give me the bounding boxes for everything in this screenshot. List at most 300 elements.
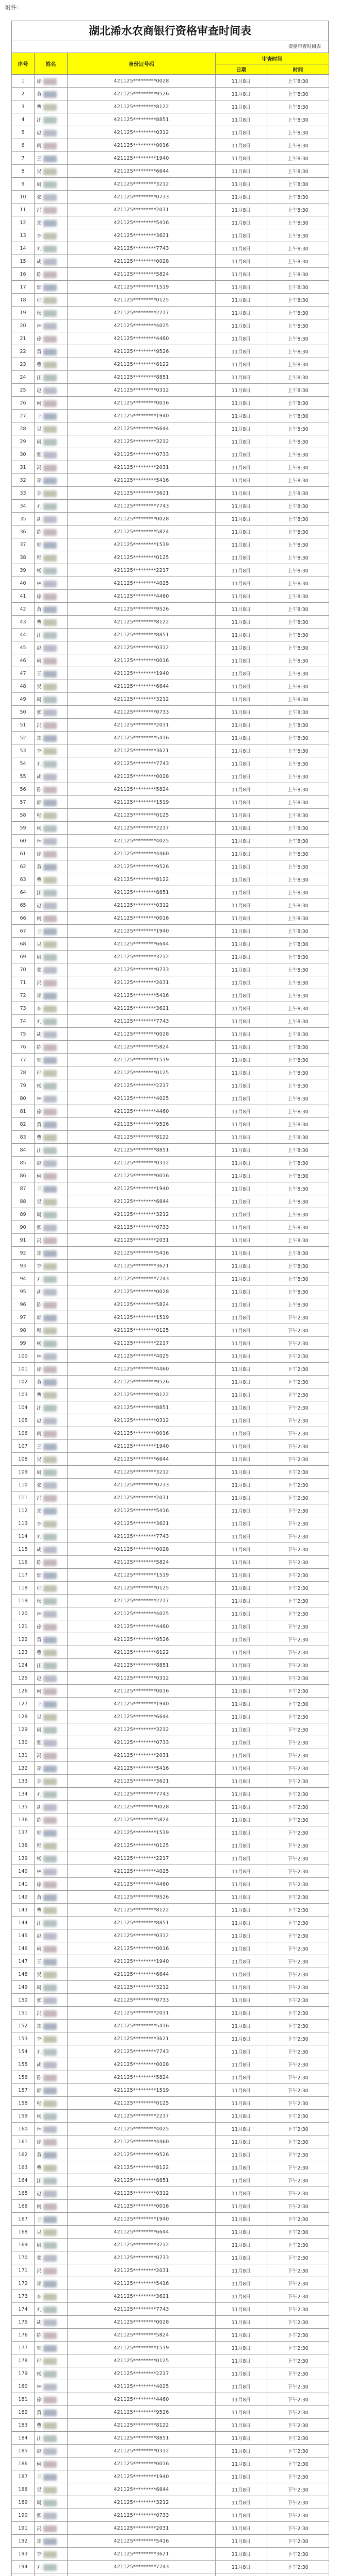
row-name-surname: 曹 <box>37 1650 42 1656</box>
row-name-surname: 李 <box>37 490 42 497</box>
name-redaction <box>43 2487 57 2494</box>
row-date: 11月8日 <box>216 268 267 281</box>
row-number: 129 <box>12 1723 35 1736</box>
row-number: 185 <box>12 2445 35 2458</box>
table-row <box>12 1955 329 1968</box>
row-time: 下午2:30 <box>267 1414 329 1427</box>
name-redaction <box>43 2255 57 2262</box>
row-id-number: 421125*********4460 <box>68 848 216 860</box>
row-id-number: 421125*********5824 <box>68 1041 216 1054</box>
name-redaction <box>43 542 57 549</box>
row-number: 86 <box>12 1170 35 1182</box>
row-name <box>35 1891 68 1904</box>
row-number: 151 <box>12 2007 35 2020</box>
row-name <box>35 1723 68 1736</box>
row-name-surname: 吴 <box>37 426 42 432</box>
row-time: 上午8:30 <box>267 680 329 693</box>
table-row <box>12 2161 329 2174</box>
row-time: 下午2:30 <box>267 1788 329 1801</box>
row-name <box>35 1994 68 2007</box>
name-redaction <box>43 800 57 806</box>
row-name-surname: 何 <box>37 1946 42 1952</box>
row-number: 25 <box>12 384 35 397</box>
row-name-surname: 汪 <box>37 117 42 123</box>
row-id-number: 421125*********3621 <box>68 487 216 500</box>
row-name <box>35 204 68 216</box>
row-name-surname: 周 <box>37 1469 42 1476</box>
row-time: 上午8:30 <box>267 564 329 577</box>
row-id-number: 421125*********0016 <box>68 1685 216 1698</box>
table-row <box>12 2509 329 2522</box>
row-name <box>35 2239 68 2251</box>
row-time: 上午8:30 <box>267 809 329 822</box>
row-time: 上午8:30 <box>267 268 329 281</box>
row-id-number: 421125*********3621 <box>68 2290 216 2303</box>
row-name-surname: 徐 <box>37 2397 42 2403</box>
attachment-label: 附件: <box>5 4 19 11</box>
name-redaction <box>43 413 57 420</box>
row-time: 下午2:30 <box>267 2110 329 2123</box>
row-name <box>35 1917 68 1929</box>
name-redaction <box>43 1186 57 1193</box>
row-name <box>35 268 68 281</box>
row-number: 22 <box>12 345 35 358</box>
table-row <box>12 1079 329 1092</box>
row-name <box>35 307 68 319</box>
table-row <box>12 410 329 422</box>
row-date: 11月8日 <box>216 152 267 165</box>
row-date: 11月8日 <box>216 873 267 886</box>
row-name <box>35 1762 68 1775</box>
row-id-number: 421125*********4460 <box>68 2393 216 2406</box>
row-number: 171 <box>12 2264 35 2277</box>
row-name-surname: 林 <box>37 1353 42 1360</box>
row-id-number: 421125*********0125 <box>68 2354 216 2367</box>
row-name <box>35 526 68 538</box>
name-redaction <box>43 375 57 381</box>
row-id-number: 421125*********4025 <box>68 2380 216 2393</box>
name-redaction <box>43 1920 57 1927</box>
row-time: 下午2:30 <box>267 1826 329 1839</box>
row-date: 11月8日 <box>216 783 267 796</box>
row-id-number: 421125*********3212 <box>68 1723 216 1736</box>
name-redaction <box>43 2371 57 2378</box>
row-date: 11月8日 <box>216 719 267 732</box>
name-redaction <box>43 2564 57 2571</box>
row-time: 上午8:30 <box>267 487 329 500</box>
row-name-surname: 张 <box>37 1482 42 1488</box>
row-date: 11月8日 <box>216 693 267 706</box>
row-date: 11月8日 <box>216 2007 267 2020</box>
table-row <box>12 1337 329 1350</box>
row-name <box>35 1131 68 1144</box>
row-name <box>35 835 68 848</box>
row-id-number: 421125*********8122 <box>68 2419 216 2432</box>
row-number: 81 <box>12 1105 35 1118</box>
row-date: 11月8日 <box>216 2303 267 2316</box>
row-date: 11月8日 <box>216 1131 267 1144</box>
row-name <box>35 2226 68 2239</box>
name-redaction <box>43 1766 57 1772</box>
name-redaction <box>43 1869 57 1875</box>
row-name-surname: 刘 <box>37 1791 42 1798</box>
row-id-number: 421125*********5416 <box>68 1504 216 1517</box>
table-row <box>12 526 329 538</box>
table-row <box>12 2342 329 2354</box>
table-row <box>12 1569 329 1582</box>
row-number: 143 <box>12 1904 35 1917</box>
row-name <box>35 255 68 268</box>
row-time: 下午2:30 <box>267 1762 329 1775</box>
row-id-number: 421125*********3621 <box>68 229 216 242</box>
row-name <box>35 706 68 719</box>
row-time: 下午2:30 <box>267 2161 329 2174</box>
row-name <box>35 1054 68 1066</box>
row-date: 11月8日 <box>216 461 267 474</box>
name-redaction <box>43 1778 57 1785</box>
name-redaction <box>43 2152 57 2159</box>
row-name <box>35 976 68 989</box>
table-row <box>12 2458 329 2470</box>
row-name <box>35 629 68 641</box>
name-redaction <box>43 78 57 85</box>
row-date: 11月8日 <box>216 1917 267 1929</box>
row-id-number: 421125*********2031 <box>68 2007 216 2020</box>
table-row <box>12 1826 329 1839</box>
row-date: 11月8日 <box>216 2200 267 2213</box>
name-redaction <box>43 1456 57 1463</box>
row-number: 72 <box>12 989 35 1002</box>
row-number: 31 <box>12 461 35 474</box>
row-date: 11月8日 <box>216 2290 267 2303</box>
row-name <box>35 886 68 899</box>
row-name-surname: 程 <box>37 812 42 819</box>
row-name-surname: 林 <box>37 1869 42 1875</box>
row-name-surname: 周 <box>37 181 42 188</box>
row-time: 上午8:30 <box>267 667 329 680</box>
row-id-number: 421125*********4025 <box>68 319 216 332</box>
row-date: 11月8日 <box>216 1170 267 1182</box>
table-row <box>12 1234 329 1247</box>
row-number: 76 <box>12 1041 35 1054</box>
row-date: 11月8日 <box>216 1607 267 1620</box>
row-id-number: 421125*********2217 <box>68 1337 216 1350</box>
row-date: 11月8日 <box>216 1504 267 1517</box>
table-row <box>12 1968 329 1981</box>
table-row <box>12 2148 329 2161</box>
name-redaction <box>43 349 57 355</box>
row-date: 11月8日 <box>216 100 267 113</box>
name-redaction <box>43 594 57 600</box>
row-time: 下午2:30 <box>267 1337 329 1350</box>
row-id-number: 421125*********2217 <box>68 564 216 577</box>
row-name <box>35 925 68 938</box>
name-redaction <box>43 954 57 961</box>
row-name <box>35 1388 68 1401</box>
table-row <box>12 100 329 113</box>
row-number: 175 <box>12 2316 35 2329</box>
row-name <box>35 500 68 513</box>
table-row <box>12 629 329 641</box>
row-id-number: 421125*********1940 <box>68 2470 216 2483</box>
row-name <box>35 126 68 139</box>
row-name-surname: 林 <box>37 2384 42 2390</box>
row-date: 11月8日 <box>216 616 267 629</box>
row-time: 上午8:30 <box>267 332 329 345</box>
row-number: 116 <box>12 1556 35 1569</box>
row-name-surname: 何 <box>37 1688 42 1694</box>
table-row <box>12 165 329 178</box>
table-row <box>12 1247 329 1260</box>
row-number: 124 <box>12 1659 35 1672</box>
row-name <box>35 1234 68 1247</box>
row-time: 下午2:30 <box>267 1723 329 1736</box>
row-id-number: 421125*********9526 <box>68 345 216 358</box>
name-redaction <box>43 452 57 459</box>
row-name-surname: 郑 <box>37 478 42 484</box>
row-time: 上午8:30 <box>267 693 329 706</box>
row-number: 170 <box>12 2251 35 2264</box>
table-row <box>12 1595 329 1607</box>
name-redaction <box>43 1405 57 1412</box>
row-number: 70 <box>12 963 35 976</box>
row-id-number: 421125*********0733 <box>68 1736 216 1749</box>
row-number: 42 <box>12 603 35 616</box>
row-name-surname: 郑 <box>37 1250 42 1257</box>
row-name-surname: 陈 <box>37 1817 42 1823</box>
row-id-number: 421125*********0733 <box>68 2251 216 2264</box>
row-name <box>35 1788 68 1801</box>
row-id-number: 421125*********0733 <box>68 1479 216 1492</box>
row-number: 68 <box>12 938 35 951</box>
row-number: 79 <box>12 1079 35 1092</box>
row-id-number: 421125*********3621 <box>68 2032 216 2045</box>
name-redaction <box>43 1366 57 1373</box>
row-number: 131 <box>12 1749 35 1762</box>
table-row <box>12 1414 329 1427</box>
row-id-number: 421125*********0028 <box>68 255 216 268</box>
table-row <box>12 1092 329 1105</box>
row-name <box>35 1582 68 1595</box>
row-date: 11月8日 <box>216 667 267 680</box>
row-date: 11月8日 <box>216 744 267 757</box>
row-id-number: 421125*********5416 <box>68 1762 216 1775</box>
row-number: 112 <box>12 1504 35 1517</box>
table-row <box>12 113 329 126</box>
row-name <box>35 2483 68 2496</box>
row-time: 下午2:30 <box>267 2406 329 2419</box>
table-row <box>12 1504 329 1517</box>
row-id-number: 421125*********0125 <box>68 1582 216 1595</box>
header-name: 姓名 <box>35 53 68 75</box>
row-name-surname: 汪 <box>37 1405 42 1411</box>
row-time: 上午8:30 <box>267 435 329 448</box>
table-row <box>12 178 329 191</box>
name-redaction <box>43 1495 57 1502</box>
table-row <box>12 1066 329 1079</box>
row-id-number: 421125*********5416 <box>68 1247 216 1260</box>
name-redaction <box>43 1250 57 1257</box>
name-redaction <box>43 941 57 948</box>
row-name-surname: 刘 <box>37 1019 42 1025</box>
row-name <box>35 384 68 397</box>
row-name-surname: 赵 <box>37 903 42 909</box>
row-id-number: 421125*********8851 <box>68 2174 216 2187</box>
table-row <box>12 332 329 345</box>
table-row <box>12 422 329 435</box>
row-id-number: 421125*********2031 <box>68 1749 216 1762</box>
name-redaction <box>43 1057 57 1064</box>
row-number: 138 <box>12 1839 35 1852</box>
row-id-number: 421125*********4025 <box>68 1865 216 1878</box>
row-time: 上午8:30 <box>267 1092 329 1105</box>
row-name <box>35 1826 68 1839</box>
table-row <box>12 848 329 860</box>
row-name-surname: 张 <box>37 1997 42 2004</box>
row-name-surname: 赵 <box>37 387 42 394</box>
table-row <box>12 1015 329 1028</box>
row-id-number: 421125*********0733 <box>68 706 216 719</box>
row-date: 11月8日 <box>216 487 267 500</box>
row-name <box>35 1595 68 1607</box>
name-redaction <box>43 168 57 175</box>
row-name-surname: 杨 <box>37 1856 42 1862</box>
row-time: 上午8:30 <box>267 1170 329 1182</box>
row-date: 11月8日 <box>216 2084 267 2097</box>
name-redaction <box>43 1624 57 1631</box>
row-name-surname: 汪 <box>37 1147 42 1154</box>
row-time: 上午8:30 <box>267 526 329 538</box>
name-redaction <box>43 1933 57 1940</box>
name-redaction <box>43 117 57 124</box>
row-time: 下午2:30 <box>267 1646 329 1659</box>
row-name <box>35 2136 68 2148</box>
row-number: 57 <box>12 796 35 809</box>
row-date: 11月8日 <box>216 951 267 963</box>
table-row <box>12 2470 329 2483</box>
name-redaction <box>43 903 57 909</box>
row-time: 上午8:30 <box>267 294 329 307</box>
table-row <box>12 963 329 976</box>
row-number: 176 <box>12 2329 35 2342</box>
table-row <box>12 2110 329 2123</box>
row-name <box>35 1955 68 1968</box>
row-number: 183 <box>12 2419 35 2432</box>
row-name-surname: 胡 <box>37 516 42 522</box>
row-number: 114 <box>12 1530 35 1543</box>
row-number: 46 <box>12 654 35 667</box>
row-time: 上午8:30 <box>267 281 329 294</box>
row-name-surname: 吴 <box>37 1199 42 1205</box>
name-redaction <box>43 1044 57 1051</box>
row-name <box>35 2303 68 2316</box>
table-row <box>12 1388 329 1401</box>
row-name-surname: 郑 <box>37 1508 42 1514</box>
name-redaction <box>43 2397 57 2403</box>
table-row <box>12 1878 329 1891</box>
row-name-surname: 刘 <box>37 1534 42 1540</box>
row-name <box>35 822 68 835</box>
row-date: 11月8日 <box>216 2367 267 2380</box>
row-number: 5 <box>12 126 35 139</box>
row-time: 上午8:30 <box>267 513 329 526</box>
row-time: 上午8:30 <box>267 1157 329 1170</box>
row-date: 11月8日 <box>216 1775 267 1788</box>
row-time: 上午8:30 <box>267 204 329 216</box>
row-date: 11月8日 <box>216 925 267 938</box>
row-time: 下午2:30 <box>267 1749 329 1762</box>
row-number: 156 <box>12 2071 35 2084</box>
row-date: 11月8日 <box>216 1543 267 1556</box>
row-name-surname: 王 <box>37 156 42 162</box>
row-name <box>35 2045 68 2058</box>
row-id-number: 421125*********4025 <box>68 1350 216 1363</box>
row-name <box>35 616 68 629</box>
row-id-number: 421125*********0125 <box>68 294 216 307</box>
table-row <box>12 474 329 487</box>
row-time: 上午8:30 <box>267 860 329 873</box>
row-date: 11月8日 <box>216 2380 267 2393</box>
row-time: 下午2:30 <box>267 2535 329 2548</box>
row-name <box>35 1504 68 1517</box>
row-date: 11月8日 <box>216 1118 267 1131</box>
row-time: 上午8:30 <box>267 384 329 397</box>
row-date: 11月8日 <box>216 848 267 860</box>
row-time: 下午2:30 <box>267 1814 329 1826</box>
row-time: 下午2:30 <box>267 1504 329 1517</box>
row-name <box>35 1775 68 1788</box>
row-time: 下午2:30 <box>267 1388 329 1401</box>
row-name-surname: 徐 <box>37 851 42 857</box>
row-id-number: 421125*********0733 <box>68 1221 216 1234</box>
table-row <box>12 938 329 951</box>
row-number: 179 <box>12 2367 35 2380</box>
row-time: 下午2:30 <box>267 2419 329 2432</box>
row-name <box>35 2380 68 2393</box>
row-name-surname: 李 <box>37 233 42 239</box>
row-name-surname: 胡 <box>37 1031 42 1038</box>
name-redaction <box>43 2075 57 2081</box>
row-date: 11月8日 <box>216 1788 267 1801</box>
name-redaction <box>43 980 57 987</box>
row-id-number: 421125*********3212 <box>68 1208 216 1221</box>
row-id-number: 421125*********8122 <box>68 1131 216 1144</box>
table-row <box>12 139 329 152</box>
name-redaction <box>43 1019 57 1025</box>
table-row <box>12 2316 329 2329</box>
row-time: 上午8:30 <box>267 706 329 719</box>
row-number: 168 <box>12 2226 35 2239</box>
name-redaction <box>43 671 57 677</box>
table-row <box>12 770 329 783</box>
row-date: 11月8日 <box>216 1144 267 1157</box>
row-time: 下午2:30 <box>267 1363 329 1376</box>
row-time: 下午2:30 <box>267 1440 329 1453</box>
row-id-number: 421125*********0312 <box>68 1672 216 1685</box>
row-id-number: 421125*********5416 <box>68 989 216 1002</box>
row-number: 150 <box>12 1994 35 2007</box>
row-time: 上午8:30 <box>267 719 329 732</box>
row-time: 上午8:30 <box>267 616 329 629</box>
row-name <box>35 1736 68 1749</box>
row-id-number: 421125*********1940 <box>68 2213 216 2226</box>
row-number: 182 <box>12 2406 35 2419</box>
row-date: 11月8日 <box>216 526 267 538</box>
name-redaction <box>43 993 57 999</box>
row-date: 11月8日 <box>216 770 267 783</box>
name-redaction <box>43 426 57 433</box>
row-name <box>35 2032 68 2045</box>
